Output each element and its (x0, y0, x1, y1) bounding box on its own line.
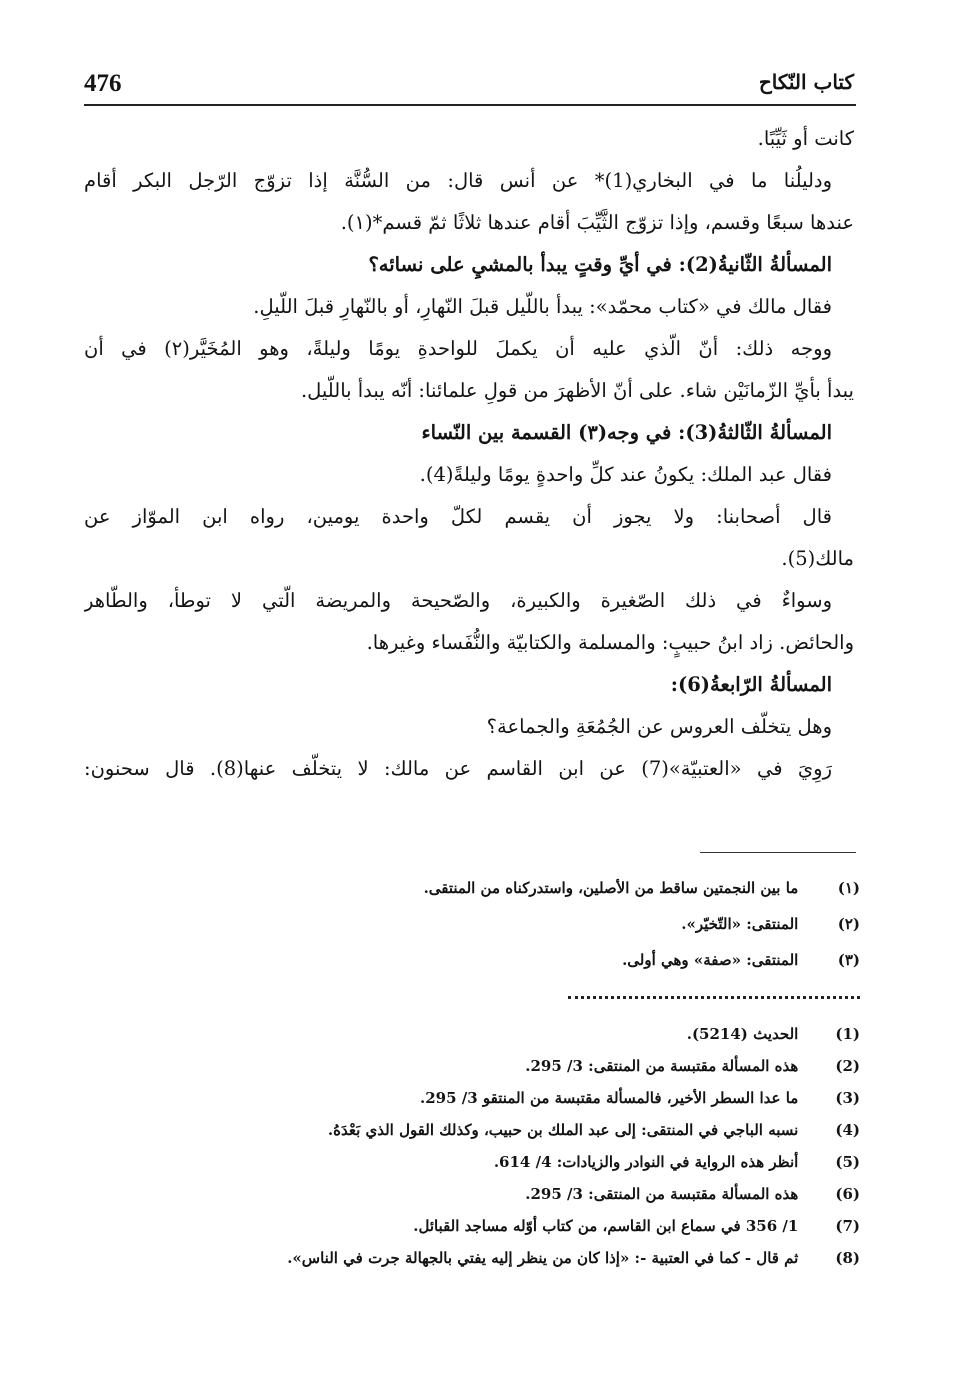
footnote (84, 1178, 860, 1210)
text-line: قال أصحابنا: ولا يجوز أن يقسم لكلّ واحدة يومين، رواه ابن الموّاز عن (84, 505, 832, 528)
text-line: مالك(5). (781, 547, 854, 570)
footnote-number: (٢) (837, 915, 860, 933)
footnote (84, 942, 860, 978)
footnote (84, 1146, 860, 1178)
footnote-number: (6) (835, 1185, 860, 1203)
text-line: فقال عبد الملك: يكونُ عند كلِّ واحدةٍ يومًا وليلةً(4). (419, 463, 832, 486)
footnote (84, 1242, 860, 1274)
footnote-text: هذه المسألة مقتبسة من المنتقى: 3/ 295. (525, 1057, 799, 1075)
editor-footnotes (84, 870, 860, 978)
main-text (84, 118, 854, 790)
footnote-text: نسبه الباجي في المنتقى: إلى عبد الملك بن حبيب، وكذلك القول الذي بَعْدَهُ. (327, 1121, 799, 1139)
text-line: والحائض. زاد ابنُ حبيبٍ: والمسلمة والكتابيّة والنُّفَساء وغيرها. (366, 631, 854, 654)
page-header (84, 68, 854, 102)
footnote-number: (5) (835, 1153, 860, 1171)
page-number: 476 (84, 70, 122, 97)
text-line: عندها سبعًا وقسم، وإذا تزوّج الثَّيِّبَ أقام عندها ثلاثًا ثمّ قسم*(١). (340, 211, 854, 234)
footnote-number: (4) (835, 1121, 860, 1139)
footnote-number: (2) (835, 1057, 860, 1075)
text-line: ووجه ذلك: أنّ الّذي عليه أن يكملَ للواحدةِ يومًا وليلةً، وهو المُخَيَّر(٢) في أن (84, 337, 832, 360)
footnote-number: (8) (835, 1249, 860, 1267)
text-line: وسواءٌ في ذلك الصّغيرة والكبيرة، والصّحيحة والمريضة الّتي لا توطأ، والطّاهر (84, 589, 832, 612)
footnote (84, 1050, 860, 1082)
footnote-text: ثم قال - كما في العتبية -: «إذا كان من ينظر إليه يفتي بالجهالة جرت في الناس». (287, 1249, 799, 1267)
text-line: رَوِيَ في «العتبيّة»(7) عن ابن القاسم عن مالك: لا يتخلّف عنها(8). قال سحنون: (84, 757, 832, 780)
footnote (84, 906, 860, 942)
dotted-separator (568, 996, 860, 999)
footnote-separator (700, 852, 856, 853)
footnote-text: 1/ 356 في سماع ابن القاسم، من كتاب أوّله مساجد القبائل. (413, 1217, 799, 1235)
footnote (84, 1082, 860, 1114)
section-heading: المسألةُ الرّابعةُ(6): (670, 673, 832, 696)
text-line: ودليلُنا ما في البخاري(1)* عن أنس قال: من السُّنَّة إذا تزوّج الرّجل البكر أقام (84, 169, 832, 192)
section-heading: المسألةُ الثّالثةُ(3): في وجه(٣) القسمة بين النّساء (421, 421, 832, 444)
footnote-text: ما عدا السطر الأخير، فالمسألة مقتبسة من المنتقو 3/ 295. (420, 1089, 799, 1107)
text-line: يبدأ بأيِّ الزّمانَيْن شاء. على أنّ الأظهرَ من قولِ علمائنا: أنّه يبدأ باللّيل. (300, 379, 854, 402)
footnote-number: (٣) (837, 951, 860, 969)
footnote-text: الحديث (5214). (686, 1025, 799, 1043)
footnote (84, 1210, 860, 1242)
running-title: كتاب النّكاح (758, 70, 854, 94)
reference-footnotes (84, 1018, 860, 1274)
footnote-text: المنتقى: «صفة» وهي أولى. (622, 951, 799, 969)
footnote-text: هذه المسألة مقتبسة من المنتقى: 3/ 295. (525, 1185, 799, 1203)
header-rule (84, 104, 856, 106)
footnote-number: (١) (837, 879, 860, 897)
footnote (84, 870, 860, 906)
footnote-text: المنتقى: «التّخيّر». (681, 915, 799, 933)
text-line: كانت أو ثَيِّبًا. (757, 127, 854, 150)
footnote-number: (7) (835, 1217, 860, 1235)
footnote-text: أنظر هذه الرواية في النوادر والزيادات: 4/ 614. (493, 1153, 799, 1171)
footnote (84, 1018, 860, 1050)
footnote (84, 1114, 860, 1146)
footnote-number: (1) (835, 1025, 860, 1043)
text-line: وهل يتخلّف العروس عن الجُمُعَةِ والجماعة؟ (486, 715, 832, 738)
text-line: فقال مالك في «كتاب محمّد»: يبدأ باللّيل قبلَ النّهارِ، أو بالنّهارِ قبلَ اللّيلِ. (253, 295, 832, 318)
footnote-number: (3) (835, 1089, 860, 1107)
footnote-text: ما بين النجمتين ساقط من الأصلين، واستدركناه من المنتقى. (423, 879, 799, 897)
section-heading: المسألةُ الثّانيةُ(2): في أيِّ وقتٍ يبدأ بالمشيِ على نسائه؟ (368, 253, 832, 276)
